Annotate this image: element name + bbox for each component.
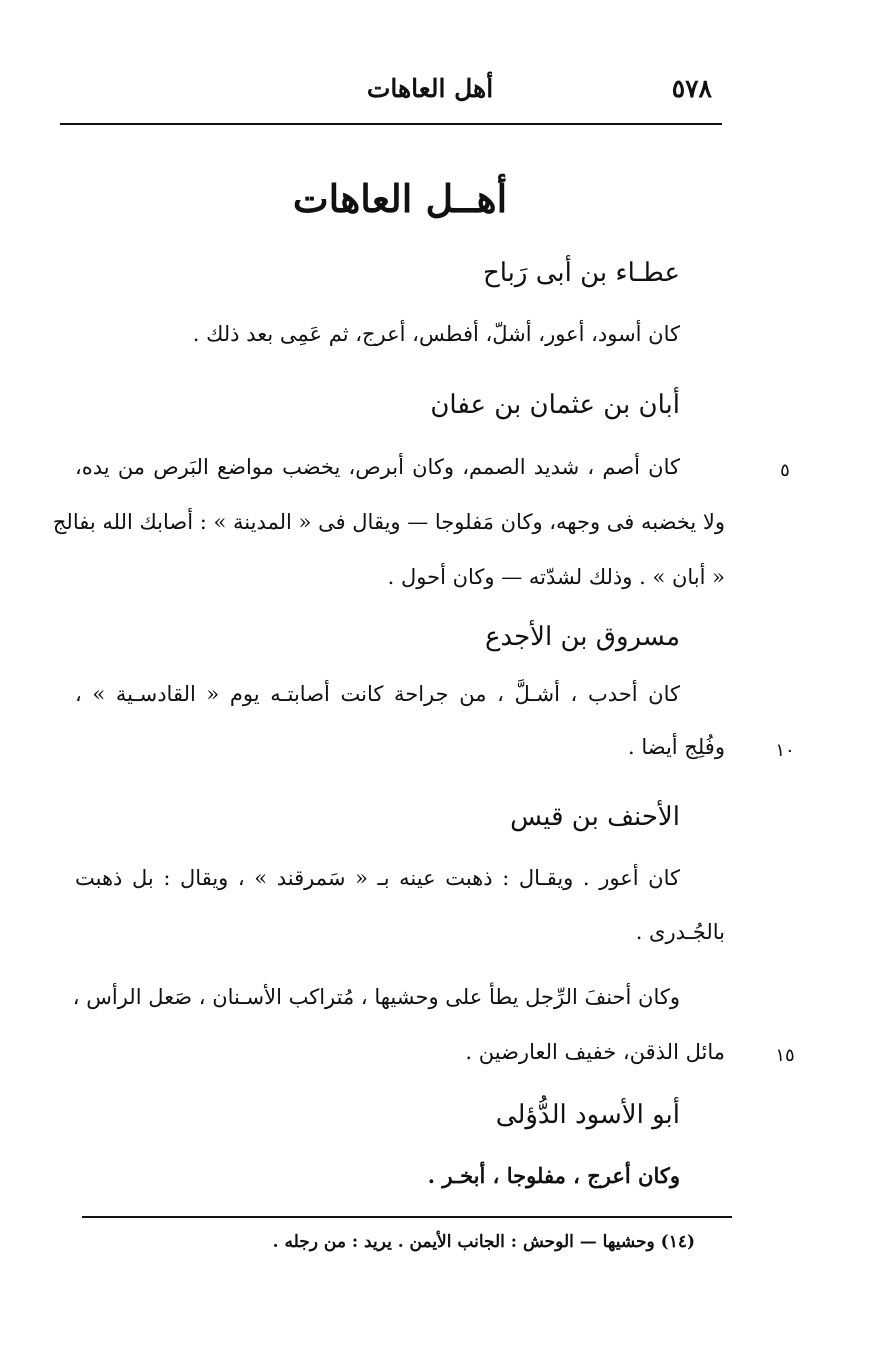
- section-heading-ahnaf: الأحنف بن قيس: [510, 802, 680, 832]
- page-number: ٥٧٨: [671, 74, 712, 103]
- line-number: ١٥: [775, 1045, 795, 1066]
- text-line: ولا يخضبه فى وجهه، وكان مَفلوجا — ويقال فى « المدينة » : أصابك الله بفالج: [52, 510, 725, 534]
- line-number: ٥: [780, 460, 790, 481]
- text-line: وكان أعرج ، مفلوجا ، أبخـر .: [427, 1163, 680, 1188]
- footnote: (١٤) وحشيها — الوحش : الجانب الأيمن . يريد : من رجله .: [272, 1232, 695, 1252]
- footnote-rule: [82, 1216, 732, 1218]
- text-line: « أبان » . وذلك لشدّته — وكان أحول .: [387, 565, 725, 589]
- text-line: كان أعور . ويقـال : ذهبت عينه بـ « سَمرقند » ، ويقال : بل ذهبت: [75, 866, 680, 890]
- text-line: وفُلِج أيضا .: [627, 735, 725, 759]
- text-line: وكان أحنفَ الرِّجل يطأ على وحشيها ، مُتراكب الأسـنان ، صَعل الرأس ،: [72, 985, 680, 1009]
- text-line: مائل الذقن، خفيف العارضين .: [465, 1040, 725, 1064]
- running-header: [60, 72, 722, 118]
- text-line: كان أسود، أعور، أشلّ، أفطس، أعرج، ثم عَمِى بعد ذلك .: [192, 322, 680, 346]
- header-rule: [60, 123, 722, 125]
- section-heading-aban: أبان بن عثمان بن عفان: [430, 390, 680, 420]
- running-title: أهل العاهات: [366, 74, 494, 103]
- line-number: ١٠: [775, 740, 795, 761]
- section-heading-masruq: مسروق بن الأجدع: [484, 622, 680, 652]
- text-line: كان أصم ، شديد الصمم، وكان أبرص، يخضب مواضع البَرص من يده،: [75, 455, 680, 479]
- section-heading-ata: عطـاء بن أبى رَباح: [482, 258, 680, 288]
- section-heading-abu-al-aswad: أبو الأسود الدُّؤلى: [495, 1100, 680, 1130]
- chapter-title: أهــل العاهات: [292, 176, 508, 221]
- text-line: كان أحدب ، أشـلَّ ، من جراحة كانت أصابتـه يوم « القادسـية » ،: [75, 682, 680, 706]
- text-line: بالجُـدرى .: [635, 920, 725, 944]
